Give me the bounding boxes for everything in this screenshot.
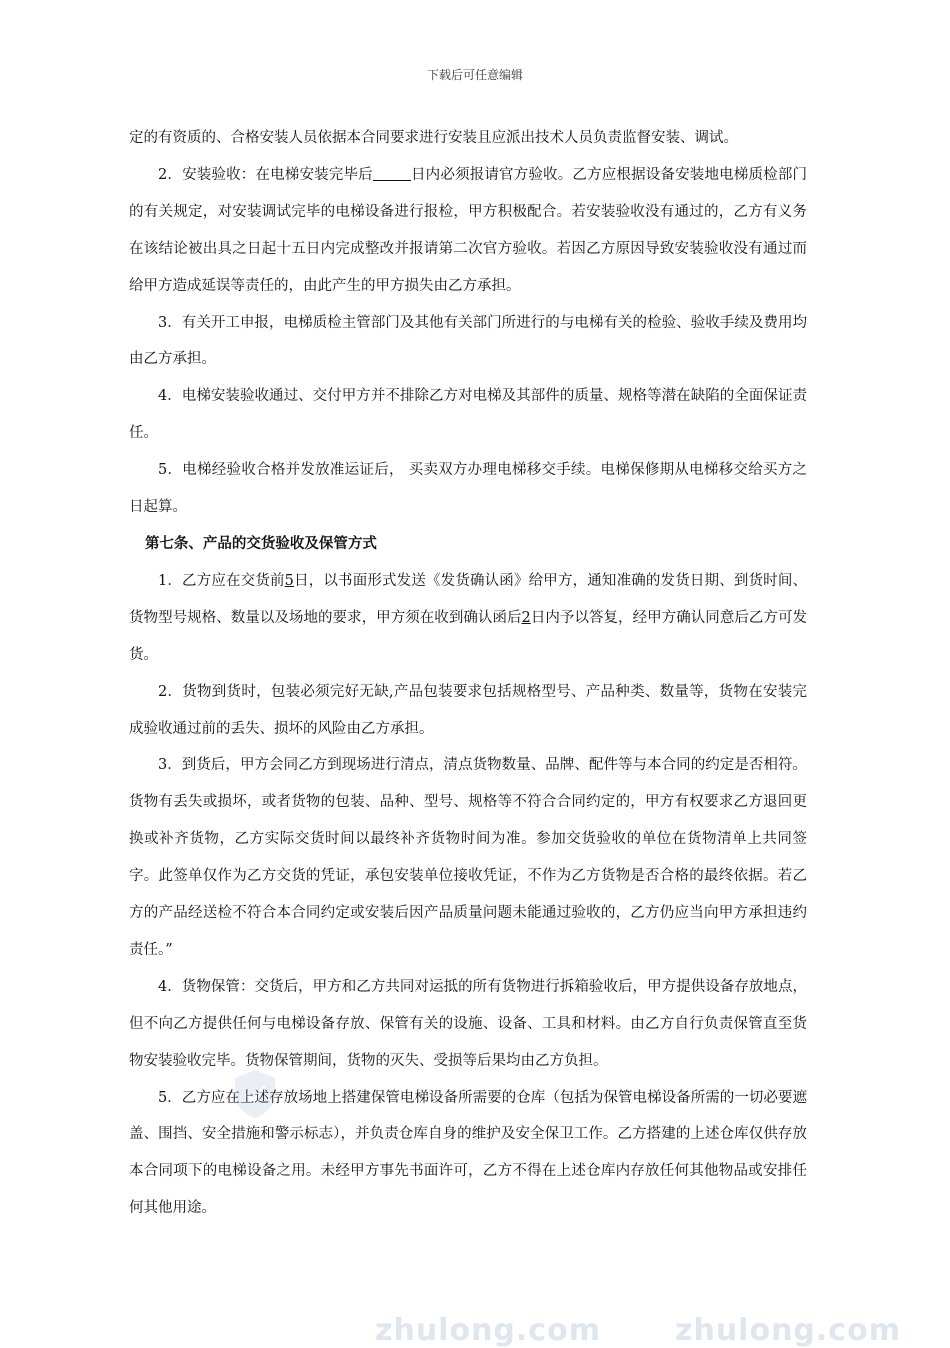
blank-days-field	[373, 165, 411, 181]
paragraph-installation-acceptance	[129, 157, 807, 305]
watermark-text-left: zhulong.com	[375, 1313, 601, 1348]
paragraph-delivery-confirmation	[129, 563, 807, 674]
paragraph-text: 日内予以答复，经甲方确认同意后乙方可发货。	[129, 609, 808, 663]
watermark-logo-icon	[232, 1068, 278, 1120]
paragraph-inspection: 3．到货后，甲方会同乙方到现场进行清点，清点货物数量、品牌、配件等与本合同的约定是否相符。货物有丢失或损坏，或者货物的包装、品种、型号、规格等不符合合同约定的，甲方有权要求乙方退回更换或补齐货物，乙方实际交货时间以最终补齐货物时间为准。参加交货验收的单位在货物清单上共同签字。此签单仅作为乙方交货的凭证，承包安装单位接收凭证，不作为乙方货物是否合格的最终依据。若乙方的产品经送检不符合本合同约定或安装后因产品质量问题未能通过验收的，乙方仍应当向甲方承担违约责任。”	[129, 757, 807, 958]
paragraph-text: 日，以书面形式发送《发货确认函》给甲方，通知准确的发货日期、到货时间、货物型号规格、数量以及场地的要求，甲方须在收到确认函后	[129, 572, 807, 626]
document-body	[129, 120, 807, 1227]
paragraph-text: 2．安装验收：在电梯安装完毕后	[158, 166, 373, 183]
paragraph-text: 日内必须报请官方验收。乙方应根据设备安装地电梯质检部门的有关规定，对安装调试完毕的电梯设备进行报检，甲方积极配合。若安装验收没有通过的，乙方有义务在该结论被出具之日起十五日内完成整改并报请第二次官方验收。若因乙方原因导致安装验收没有通过而给甲方造成延误等责任的，由此产生的甲方损失由乙方承担。	[129, 166, 807, 294]
paragraph-packaging: 2．货物到货时，包装必须完好无缺,产品包装要求包括规格型号、产品种类、数量等，货物在安装完成验收通过前的丢失、损坏的风险由乙方承担。	[129, 683, 807, 737]
watermark-text-right: zhulong.com	[675, 1313, 901, 1348]
days-value-2: 2	[521, 609, 531, 626]
page-header: 下载后可任意编辑	[426, 68, 523, 82]
paragraph-start-declaration: 3．有关开工申报，电梯质检主管部门及其他有关部门所进行的与电梯有关的检验、验收手续及费用均由乙方承担。	[129, 314, 807, 368]
paragraph-warehouse: 5．乙方应在上述存放场地上搭建保管电梯设备所需要的仓库（包括为保管电梯设备所需的一切必要遮盖、围挡、安全措施和警示标志），并负责仓库自身的维护及安全保卫工作。乙方搭建的上述仓库仅供存放本合同项下的电梯设备之用。未经甲方事先书面许可，乙方不得在上述仓库内存放任何其他物品或安排任何其他用途。	[129, 1089, 807, 1217]
paragraph-text: 1．乙方应在交货前	[158, 572, 285, 589]
paragraph-storage: 4．货物保管：交货后，甲方和乙方共同对运抵的所有货物进行拆箱验收后，甲方提供设备存放地点，但不向乙方提供任何与电梯设备存放、保管有关的设施、设备、工具和材料。由乙方自行负责保管直至货物安装验收完毕。货物保管期间，货物的灭失、受损等后果均由乙方负担。	[129, 978, 807, 1069]
paragraph-warranty-responsibility: 4．电梯安装验收通过、交付甲方并不排除乙方对电梯及其部件的质量、规格等潜在缺陷的全面保证责任。	[129, 388, 807, 442]
section-heading-article-7: 第七条、产品的交货验收及保管方式	[144, 534, 377, 552]
days-value-1: 5	[284, 572, 294, 589]
paragraph-continuation: 定的有资质的、合格安装人员依据本合同要求进行安装且应派出技术人员负责监督安装、调试。	[129, 130, 738, 146]
paragraph-handover: 5．电梯经验收合格并发放准运证后， 买卖双方办理电梯移交手续。电梯保修期从电梯移交给买方之日起算。	[129, 462, 807, 516]
